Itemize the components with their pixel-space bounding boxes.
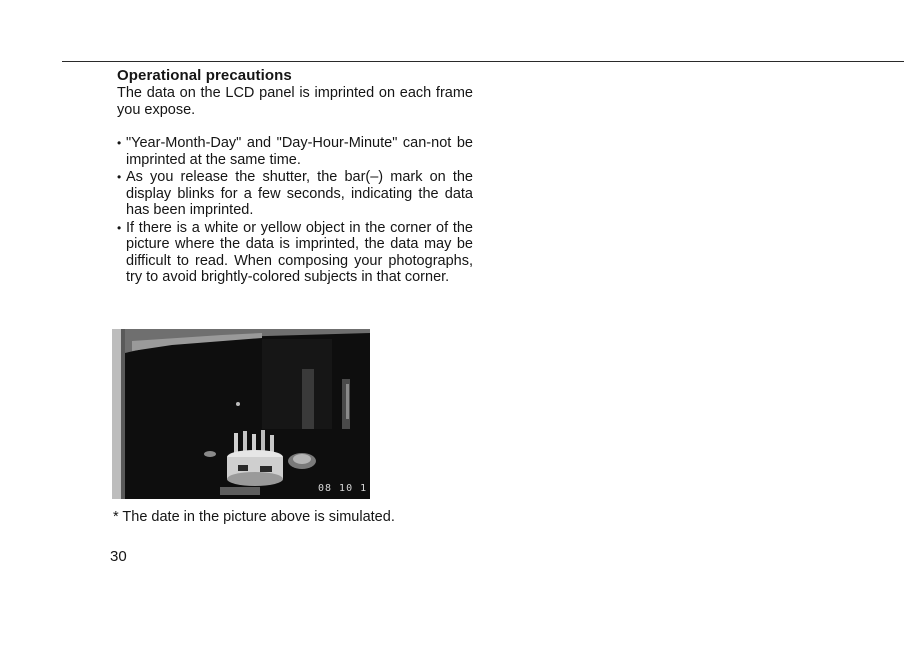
bullet-marker: •	[117, 170, 122, 184]
sample-photo	[112, 329, 370, 499]
list-item-text: As you release the shutter, the bar(–) mark on the display blinks for a few seconds, indicating the data has been imprinted.	[126, 169, 473, 218]
list-item-text: "Year-Month-Day" and "Day-Hour-Minute" can-not be imprinted at the same time.	[126, 135, 473, 168]
bullet-marker: •	[117, 136, 122, 150]
precautions-list	[117, 135, 473, 286]
photo-caption: * The date in the picture above is simulated.	[113, 509, 395, 525]
page-number: 30	[110, 548, 127, 565]
list-item-text: If there is a white or yellow object in the corner of the picture where the data is imprinted, the data may be difficult to read. When composing your photographs, try to avoid brightly-colored subjects in that corner.	[126, 219, 473, 285]
section-heading: Operational precautions	[117, 67, 292, 84]
bullet-marker: •	[117, 220, 122, 235]
precautions-section	[117, 67, 473, 287]
top-rule	[62, 61, 904, 62]
list-item	[117, 169, 473, 219]
intro-paragraph: The data on the LCD panel is imprinted on each frame you expose.	[117, 85, 473, 118]
list-item	[117, 220, 473, 286]
date-stamp: 08 10 1	[318, 483, 368, 494]
list-item	[117, 135, 473, 168]
